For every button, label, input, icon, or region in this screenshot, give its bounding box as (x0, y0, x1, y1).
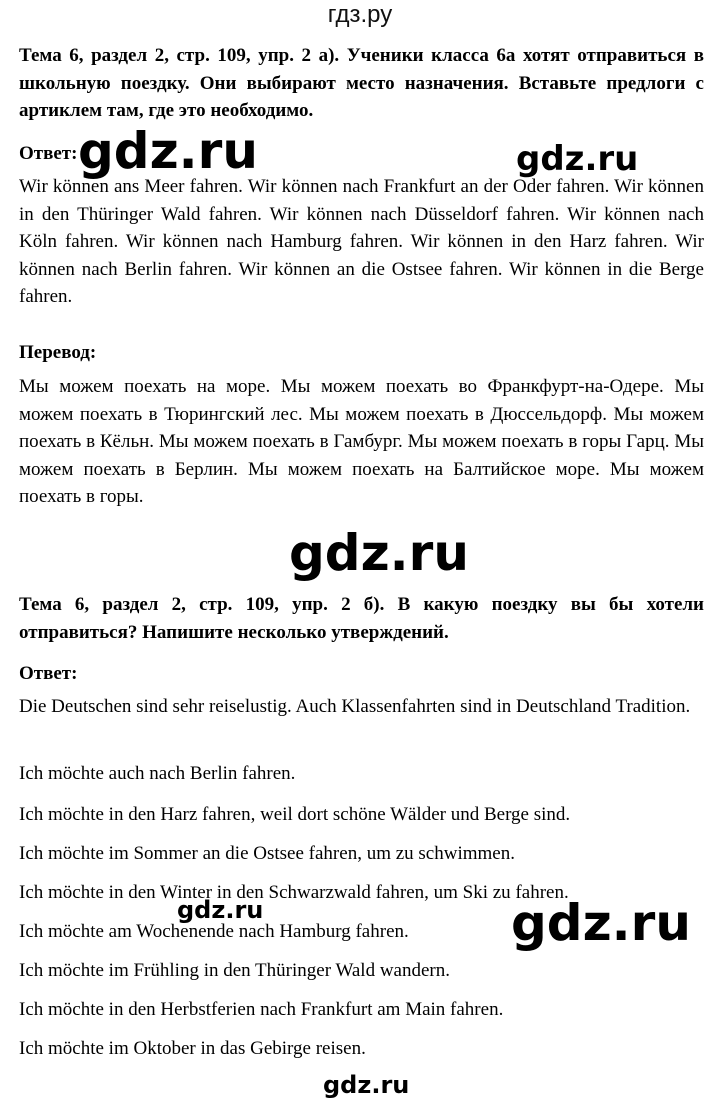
task2-line: Ich möchte im Sommer an die Ostsee fahren, um zu schwimmen. (19, 843, 515, 864)
watermark: gdz.ru (511, 894, 691, 952)
task2-line: Ich möchte auch nach Berlin fahren. (19, 763, 296, 784)
task1-heading: Тема 6, раздел 2, стр. 109, упр. 2 a). Ученики класса 6a хотят отправиться в школьную поездку. Они выбирают место назначения. Вставьте предлоги с артиклем там, где это необходимо. (19, 45, 704, 121)
watermark: gdz.ru (289, 524, 469, 582)
task1-answer-label: Ответ: (19, 143, 78, 164)
site-header: гдз.ру (327, 1, 393, 28)
task2-line: Ich möchte im Frühling in den Thüringer Wald wandern. (19, 960, 450, 981)
task2-answer-label: Ответ: (19, 663, 78, 684)
watermark: gdz.ru (323, 1071, 410, 1099)
watermark: gdz.ru (78, 122, 258, 180)
task2-intro: Die Deutschen sind sehr reiselustig. Auch Klassenfahrten sind in Deutschland Tradition. (19, 696, 691, 717)
task1-translation-label: Перевод: (19, 342, 97, 363)
task1-translation-text: Мы можем поехать на море. Мы можем поехать во Франкфурт-на-Одере. Мы можем поехать в Тюрингский лес. Мы можем поехать в Дюссельдорф. Мы можем поехать в Кёльн. Мы можем поехать в Гамбург. Мы можем поехать в горы Гарц. Мы можем поехать в Берлин. Мы можем поехать на Балтийское море. Мы можем поехать в горы. (19, 376, 704, 507)
task1-answer-text: Wir können ans Meer fahren. Wir können nach Frankfurt an der Oder fahren. Wir können in den Thüringer Wald fahren. Wir können nach Düsseldorf fahren. Wir können nach Köln fahren. Wir können nach Hamburg fahren. Wir können in den Harz fahren. Wir können nach Berlin fahren. Wir können an die Ostsee fahren. Wir können in die Berge fahren. (19, 176, 704, 307)
task2-line: Ich möchte in den Herbstferien nach Frankfurt am Main fahren. (19, 999, 504, 1020)
task2-line: Ich möchte in den Winter in den Schwarzwald fahren, um Ski zu fahren. (19, 882, 569, 903)
watermark: gdz.ru (516, 139, 639, 179)
task2-heading: Тема 6, раздел 2, стр. 109, упр. 2 б). В какую поездку вы бы хотели отправиться? Напишите несколько утверждений. (19, 594, 704, 643)
task2-line: Ich möchte in den Harz fahren, weil dort schöne Wälder und Berge sind. (19, 804, 571, 825)
watermark: gdz.ru (177, 896, 264, 924)
task2-line: Ich möchte im Oktober in das Gebirge reisen. (19, 1038, 366, 1059)
task2-line: Ich möchte am Wochenende nach Hamburg fahren. (19, 921, 409, 942)
